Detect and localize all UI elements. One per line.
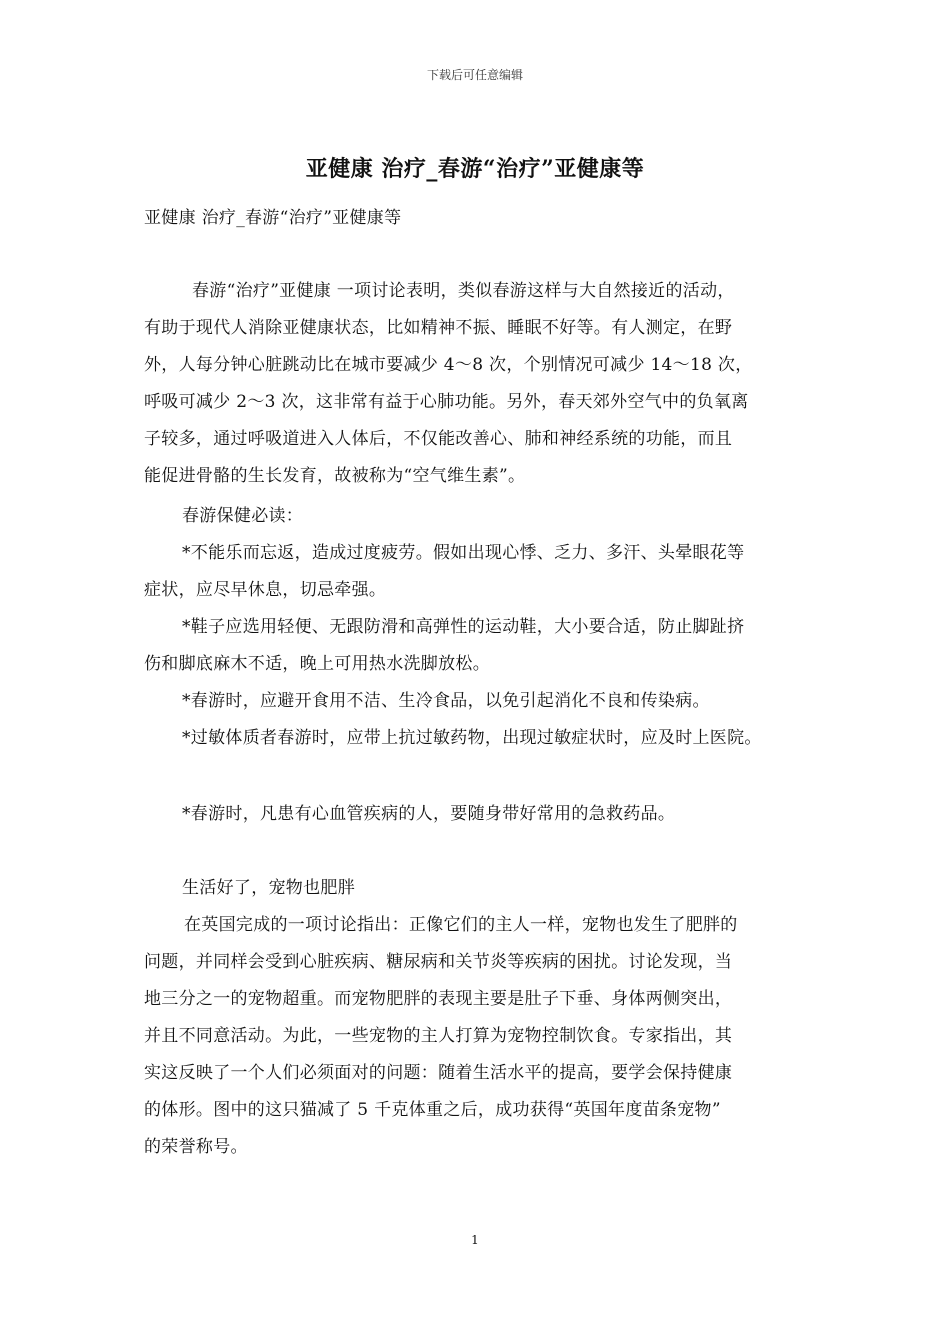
paragraph-line: 能促进骨骼的生长发育，故被称为“空气维生素”。 bbox=[144, 466, 526, 486]
paragraph-line: 问题，并同样会受到心脏疾病、糖尿病和关节炎等疾病的困扰。讨论发现，当 bbox=[144, 952, 733, 972]
page-header: 下载后可任意编辑 bbox=[426, 68, 523, 82]
paragraph-line: 子较多，通过呼吸道进入人体后，不仅能改善心、肺和神经系统的功能，而且 bbox=[144, 429, 733, 449]
section-heading: 生活好了，宠物也肥胖 bbox=[182, 878, 355, 898]
tip-line: 症状，应尽早休息，切忌牵强。 bbox=[144, 580, 387, 600]
tip-line: *鞋子应选用轻便、无跟防滑和高弹性的运动鞋，大小要合适，防止脚趾挤 bbox=[182, 617, 745, 637]
tip-line: 伤和脚底麻木不适，晚上可用热水洗脚放松。 bbox=[144, 654, 490, 674]
tip-line: *春游时，应避开食用不洁、生冷食品，以免引起消化不良和传染病。 bbox=[182, 691, 710, 711]
tip-line: *春游时，凡患有心血管疾病的人，要随身带好常用的急救药品。 bbox=[182, 804, 676, 824]
paragraph-line: 有助于现代人消除亚健康状态，比如精神不振、睡眠不好等。有人测定，在野 bbox=[144, 318, 733, 338]
page-number: 1 bbox=[471, 1233, 479, 1247]
paragraph-line: 的荣誉称号。 bbox=[144, 1137, 248, 1157]
paragraph-line: 在英国完成的一项讨论指出：正像它们的主人一样，宠物也发生了肥胖的 bbox=[184, 915, 738, 935]
document-subtitle: 亚健康 治疗_春游“治疗”亚健康等 bbox=[144, 208, 402, 228]
tip-line: *不能乐而忘返，造成过度疲劳。假如出现心悸、乏力、多汗、头晕眼花等 bbox=[182, 543, 745, 563]
paragraph-line: 地三分之一的宠物超重。而宠物肥胖的表现主要是肚子下垂、身体两侧突出， bbox=[144, 989, 733, 1009]
paragraph-line: 并且不同意活动。为此，一些宠物的主人打算为宠物控制饮食。专家指出，其 bbox=[144, 1026, 733, 1046]
paragraph-line: 呼吸可减少 2～3 次，这非常有益于心肺功能。另外，春天郊外空气中的负氧离 bbox=[144, 392, 749, 412]
document-title: 亚健康 治疗_春游“治疗”亚健康等 bbox=[305, 156, 645, 182]
paragraph-line: 实这反映了一个人们必须面对的问题：随着生活水平的提高，要学会保持健康 bbox=[144, 1063, 733, 1083]
paragraph-line: 的体形。图中的这只猫减了 5 千克体重之后，成功获得“英国年度苗条宠物” bbox=[144, 1100, 721, 1120]
paragraph-line: 外，人每分钟心脏跳动比在城市要减少 4～8 次，个别情况可减少 14～18 次， bbox=[144, 355, 753, 375]
tip-line: *过敏体质者春游时，应带上抗过敏药物，出现过敏症状时，应及时上医院。 bbox=[182, 728, 762, 748]
paragraph-line: 春游“治疗”亚健康 一项讨论表明，类似春游这样与大自然接近的活动， bbox=[192, 281, 735, 301]
section-heading: 春游保健必读： bbox=[182, 506, 304, 526]
